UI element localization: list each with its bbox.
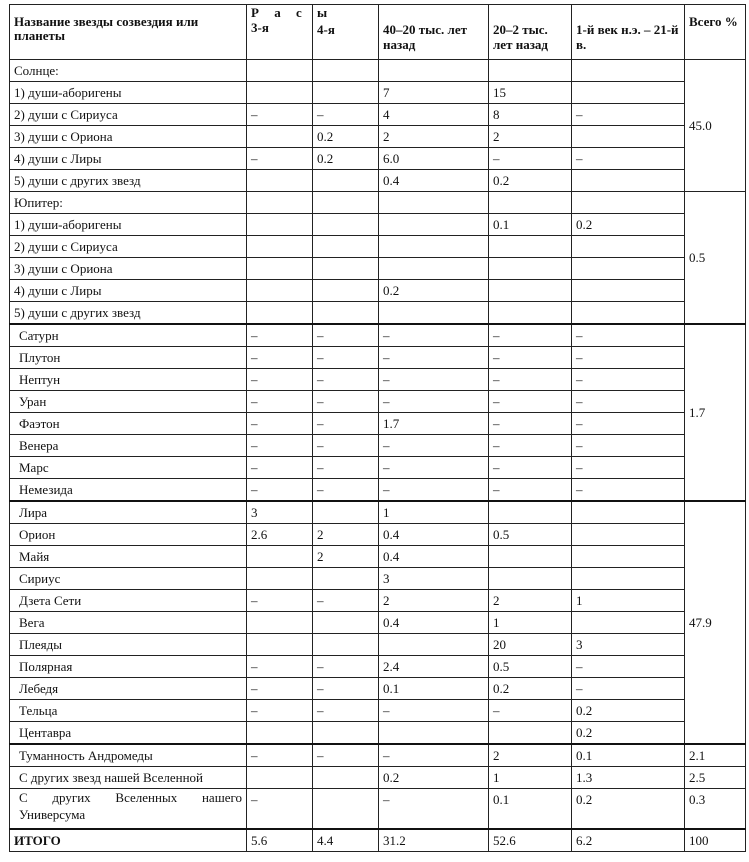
planet-name: Венера bbox=[10, 435, 247, 457]
value-cell bbox=[247, 170, 313, 192]
value-cell: – bbox=[247, 413, 313, 435]
empty-cell bbox=[572, 192, 685, 214]
value-cell: 0.2 bbox=[379, 280, 489, 302]
group-item-name: 1) души-аборигены bbox=[10, 214, 247, 236]
value-cell: – bbox=[247, 324, 313, 347]
value-cell: – bbox=[572, 457, 685, 479]
value-cell: – bbox=[247, 479, 313, 502]
group-total: 0.5 bbox=[685, 192, 746, 325]
value-cell: – bbox=[572, 391, 685, 413]
value-cell bbox=[489, 302, 572, 325]
value-cell: – bbox=[489, 347, 572, 369]
value-cell: 1 bbox=[572, 590, 685, 612]
header-total: Всего % bbox=[685, 5, 746, 60]
itogo-label: ИТОГО bbox=[10, 829, 247, 852]
value-cell: 0.1 bbox=[489, 789, 572, 829]
header-col-3: 3-я bbox=[251, 20, 269, 35]
planet-row bbox=[10, 479, 746, 502]
value-cell: 4 bbox=[379, 104, 489, 126]
value-cell bbox=[247, 612, 313, 634]
value-cell bbox=[489, 568, 572, 590]
planet-row bbox=[10, 413, 746, 435]
bottom-total: 2.1 bbox=[685, 744, 746, 767]
value-cell: – bbox=[313, 347, 379, 369]
value-cell: – bbox=[572, 435, 685, 457]
itogo-row bbox=[10, 829, 746, 852]
value-cell: – bbox=[572, 324, 685, 347]
value-cell: 2 bbox=[489, 590, 572, 612]
star-row bbox=[10, 722, 746, 745]
group-item-row bbox=[10, 104, 746, 126]
value-cell: 0.5 bbox=[489, 656, 572, 678]
value-cell: – bbox=[379, 457, 489, 479]
star-row bbox=[10, 634, 746, 656]
value-cell bbox=[313, 722, 379, 745]
value-cell bbox=[572, 612, 685, 634]
value-cell: 2 bbox=[489, 126, 572, 148]
bottom-row bbox=[10, 744, 746, 767]
value-cell: 0.2 bbox=[379, 767, 489, 789]
value-cell bbox=[489, 546, 572, 568]
group-item-name: 3) души с Ориона bbox=[10, 126, 247, 148]
value-cell: – bbox=[572, 656, 685, 678]
value-cell bbox=[379, 258, 489, 280]
value-cell bbox=[572, 524, 685, 546]
value-cell: – bbox=[379, 744, 489, 767]
value-cell: – bbox=[572, 347, 685, 369]
value-cell: – bbox=[247, 789, 313, 829]
bottom-total: 0.3 bbox=[685, 789, 746, 829]
value-cell: 0.2 bbox=[572, 789, 685, 829]
value-cell: – bbox=[572, 413, 685, 435]
value-cell: 2 bbox=[313, 546, 379, 568]
value-cell bbox=[313, 170, 379, 192]
value-cell bbox=[489, 258, 572, 280]
value-cell: – bbox=[247, 104, 313, 126]
star-name: Полярная bbox=[10, 656, 247, 678]
value-cell: – bbox=[313, 700, 379, 722]
value-cell: – bbox=[313, 413, 379, 435]
bottom-total: 2.5 bbox=[685, 767, 746, 789]
group-item-name: 2) души с Сириуса bbox=[10, 236, 247, 258]
value-cell bbox=[572, 258, 685, 280]
header-race-4: 4-я bbox=[313, 5, 379, 60]
value-cell: – bbox=[247, 347, 313, 369]
value-cell: 6.0 bbox=[379, 148, 489, 170]
planet-name: Марс bbox=[10, 457, 247, 479]
empty-cell bbox=[489, 60, 572, 82]
value-cell: – bbox=[247, 435, 313, 457]
empty-cell bbox=[313, 192, 379, 214]
value-cell bbox=[572, 236, 685, 258]
value-cell: – bbox=[247, 148, 313, 170]
value-cell: 0.2 bbox=[572, 214, 685, 236]
header-1st-century: 1-й век н.э. – 21-й в. bbox=[572, 5, 685, 60]
empty-cell bbox=[489, 192, 572, 214]
planet-row bbox=[10, 435, 746, 457]
value-cell: – bbox=[247, 457, 313, 479]
value-cell: – bbox=[247, 744, 313, 767]
value-cell: – bbox=[313, 435, 379, 457]
value-cell bbox=[247, 236, 313, 258]
value-cell bbox=[313, 501, 379, 524]
value-cell bbox=[247, 82, 313, 104]
value-cell: 0.4 bbox=[379, 546, 489, 568]
itogo-value: 4.4 bbox=[313, 829, 379, 852]
value-cell bbox=[247, 302, 313, 325]
star-row bbox=[10, 700, 746, 722]
bottom-name: Туманность Андромеды bbox=[10, 744, 247, 767]
value-cell bbox=[313, 634, 379, 656]
star-name: Плеяды bbox=[10, 634, 247, 656]
value-cell: – bbox=[313, 391, 379, 413]
value-cell: – bbox=[313, 369, 379, 391]
value-cell bbox=[247, 214, 313, 236]
value-cell: 0.4 bbox=[379, 524, 489, 546]
star-name: Лебедя bbox=[10, 678, 247, 700]
value-cell bbox=[313, 258, 379, 280]
header-name: Название звезды созвездия или планеты bbox=[10, 5, 247, 60]
planet-row bbox=[10, 324, 746, 347]
value-cell bbox=[572, 280, 685, 302]
group-item-name: 5) души с других звезд bbox=[10, 302, 247, 325]
value-cell: – bbox=[572, 104, 685, 126]
value-cell: – bbox=[572, 369, 685, 391]
empty-cell bbox=[247, 60, 313, 82]
value-cell bbox=[489, 501, 572, 524]
value-cell: – bbox=[379, 479, 489, 502]
group-item-name: 4) души с Лиры bbox=[10, 280, 247, 302]
group-item-name: 5) души с других звезд bbox=[10, 170, 247, 192]
group-title: Солнце: bbox=[10, 60, 247, 82]
planet-row bbox=[10, 457, 746, 479]
value-cell bbox=[572, 170, 685, 192]
value-cell: 2 bbox=[379, 126, 489, 148]
star-row bbox=[10, 524, 746, 546]
value-cell: – bbox=[489, 391, 572, 413]
bottom-name: С других Вселенных нашего Универсума bbox=[10, 789, 247, 829]
stars-total: 47.9 bbox=[685, 501, 746, 744]
value-cell: 0.2 bbox=[313, 148, 379, 170]
group-total: 45.0 bbox=[685, 60, 746, 192]
star-row bbox=[10, 656, 746, 678]
group-item-row bbox=[10, 148, 746, 170]
planet-row bbox=[10, 391, 746, 413]
value-cell: 0.2 bbox=[489, 678, 572, 700]
value-cell bbox=[313, 280, 379, 302]
value-cell: – bbox=[489, 479, 572, 502]
value-cell: 3 bbox=[247, 501, 313, 524]
value-cell: – bbox=[379, 347, 489, 369]
planet-name: Фаэтон bbox=[10, 413, 247, 435]
star-name: Дзета Сети bbox=[10, 590, 247, 612]
value-cell: – bbox=[379, 391, 489, 413]
value-cell: – bbox=[313, 324, 379, 347]
value-cell bbox=[313, 236, 379, 258]
value-cell: 2 bbox=[379, 590, 489, 612]
value-cell: – bbox=[489, 413, 572, 435]
value-cell bbox=[489, 236, 572, 258]
group-title-row bbox=[10, 192, 746, 214]
value-cell: 1 bbox=[489, 612, 572, 634]
value-cell: – bbox=[489, 369, 572, 391]
value-cell: 0.2 bbox=[313, 126, 379, 148]
value-cell: – bbox=[572, 479, 685, 502]
value-cell bbox=[247, 568, 313, 590]
group-item-name: 4) души с Лиры bbox=[10, 148, 247, 170]
value-cell: – bbox=[572, 678, 685, 700]
star-row bbox=[10, 678, 746, 700]
star-name: Сириус bbox=[10, 568, 247, 590]
value-cell: 1 bbox=[489, 767, 572, 789]
group-item-row bbox=[10, 214, 746, 236]
itogo-value: 5.6 bbox=[247, 829, 313, 852]
star-row bbox=[10, 501, 746, 524]
group-item-row bbox=[10, 258, 746, 280]
value-cell: 1.3 bbox=[572, 767, 685, 789]
itogo-value: 6.2 bbox=[572, 829, 685, 852]
value-cell bbox=[489, 280, 572, 302]
star-row bbox=[10, 590, 746, 612]
value-cell: – bbox=[247, 391, 313, 413]
value-cell bbox=[247, 258, 313, 280]
empty-cell bbox=[572, 60, 685, 82]
star-name: Центавра bbox=[10, 722, 247, 745]
value-cell bbox=[572, 126, 685, 148]
group-item-name: 2) души с Сириуса bbox=[10, 104, 247, 126]
star-name: Тельца bbox=[10, 700, 247, 722]
value-cell: – bbox=[313, 590, 379, 612]
header-40-20: 40–20 тыс. лет назад bbox=[379, 5, 489, 60]
value-cell: – bbox=[379, 435, 489, 457]
value-cell: – bbox=[313, 744, 379, 767]
value-cell: – bbox=[247, 590, 313, 612]
bottom-name: С других звезд нашей Вселенной bbox=[10, 767, 247, 789]
value-cell: – bbox=[247, 656, 313, 678]
planet-row bbox=[10, 347, 746, 369]
planet-row bbox=[10, 369, 746, 391]
value-cell: 15 bbox=[489, 82, 572, 104]
group-item-row bbox=[10, 126, 746, 148]
value-cell bbox=[313, 302, 379, 325]
bottom-row bbox=[10, 767, 746, 789]
star-name: Вега bbox=[10, 612, 247, 634]
itogo-total: 100 bbox=[685, 829, 746, 852]
value-cell bbox=[247, 722, 313, 745]
value-cell: 8 bbox=[489, 104, 572, 126]
value-cell: 0.1 bbox=[379, 678, 489, 700]
group-item-row bbox=[10, 280, 746, 302]
star-name: Орион bbox=[10, 524, 247, 546]
value-cell bbox=[313, 767, 379, 789]
value-cell bbox=[313, 789, 379, 829]
empty-cell bbox=[247, 192, 313, 214]
group-title: Юпитер: bbox=[10, 192, 247, 214]
value-cell: 3 bbox=[572, 634, 685, 656]
empty-cell bbox=[313, 60, 379, 82]
value-cell: – bbox=[313, 104, 379, 126]
value-cell: – bbox=[489, 148, 572, 170]
value-cell: 0.4 bbox=[379, 612, 489, 634]
value-cell: 2.6 bbox=[247, 524, 313, 546]
value-cell bbox=[572, 568, 685, 590]
star-name: Майя bbox=[10, 546, 247, 568]
value-cell bbox=[379, 722, 489, 745]
value-cell bbox=[313, 612, 379, 634]
value-cell: – bbox=[313, 479, 379, 502]
planet-name: Нептун bbox=[10, 369, 247, 391]
value-cell: 7 bbox=[379, 82, 489, 104]
value-cell bbox=[489, 722, 572, 745]
value-cell: – bbox=[489, 457, 572, 479]
value-cell: – bbox=[379, 789, 489, 829]
value-cell: 2 bbox=[313, 524, 379, 546]
value-cell: – bbox=[313, 457, 379, 479]
value-cell: 0.1 bbox=[572, 744, 685, 767]
value-cell bbox=[572, 82, 685, 104]
planet-name: Немезида bbox=[10, 479, 247, 502]
star-row bbox=[10, 546, 746, 568]
value-cell: 0.4 bbox=[379, 170, 489, 192]
value-cell: 0.1 bbox=[489, 214, 572, 236]
value-cell bbox=[313, 568, 379, 590]
value-cell: – bbox=[247, 369, 313, 391]
value-cell: – bbox=[247, 700, 313, 722]
group-item-row bbox=[10, 302, 746, 325]
group-item-row bbox=[10, 170, 746, 192]
itogo-value: 52.6 bbox=[489, 829, 572, 852]
value-cell: – bbox=[379, 369, 489, 391]
group-item-row bbox=[10, 82, 746, 104]
value-cell: 2.4 bbox=[379, 656, 489, 678]
planet-name: Уран bbox=[10, 391, 247, 413]
group-item-name: 1) души-аборигены bbox=[10, 82, 247, 104]
value-cell bbox=[247, 126, 313, 148]
empty-cell bbox=[379, 192, 489, 214]
value-cell bbox=[247, 767, 313, 789]
group-title-row bbox=[10, 60, 746, 82]
header-20-2: 20–2 тыс. лет назад bbox=[489, 5, 572, 60]
value-cell: – bbox=[489, 700, 572, 722]
value-cell bbox=[247, 280, 313, 302]
value-cell: – bbox=[247, 678, 313, 700]
value-cell: 2 bbox=[489, 744, 572, 767]
value-cell bbox=[379, 634, 489, 656]
value-cell: 1 bbox=[379, 501, 489, 524]
value-cell: 20 bbox=[489, 634, 572, 656]
value-cell bbox=[247, 634, 313, 656]
souls-origin-table bbox=[9, 4, 746, 852]
races-title: Р а с ы bbox=[251, 5, 334, 20]
value-cell: 0.2 bbox=[489, 170, 572, 192]
value-cell: 1.7 bbox=[379, 413, 489, 435]
value-cell: – bbox=[313, 678, 379, 700]
planet-name: Плутон bbox=[10, 347, 247, 369]
value-cell bbox=[572, 501, 685, 524]
value-cell bbox=[572, 546, 685, 568]
itogo-value: 31.2 bbox=[379, 829, 489, 852]
header-row bbox=[10, 5, 746, 60]
value-cell bbox=[379, 236, 489, 258]
group-item-row bbox=[10, 236, 746, 258]
value-cell bbox=[247, 546, 313, 568]
planet-name: Сатурн bbox=[10, 324, 247, 347]
value-cell bbox=[572, 302, 685, 325]
value-cell bbox=[379, 302, 489, 325]
planets-total: 1.7 bbox=[685, 324, 746, 501]
star-name: Лира bbox=[10, 501, 247, 524]
value-cell: – bbox=[572, 148, 685, 170]
value-cell: – bbox=[379, 324, 489, 347]
value-cell: – bbox=[489, 435, 572, 457]
star-row bbox=[10, 568, 746, 590]
value-cell: 3 bbox=[379, 568, 489, 590]
value-cell: – bbox=[489, 324, 572, 347]
star-row bbox=[10, 612, 746, 634]
value-cell bbox=[379, 214, 489, 236]
group-item-name: 3) души с Ориона bbox=[10, 258, 247, 280]
value-cell: – bbox=[379, 700, 489, 722]
value-cell: 0.5 bbox=[489, 524, 572, 546]
empty-cell bbox=[379, 60, 489, 82]
value-cell bbox=[313, 214, 379, 236]
value-cell: – bbox=[313, 656, 379, 678]
bottom-row bbox=[10, 789, 746, 829]
value-cell bbox=[313, 82, 379, 104]
value-cell: 0.2 bbox=[572, 722, 685, 745]
value-cell: 0.2 bbox=[572, 700, 685, 722]
